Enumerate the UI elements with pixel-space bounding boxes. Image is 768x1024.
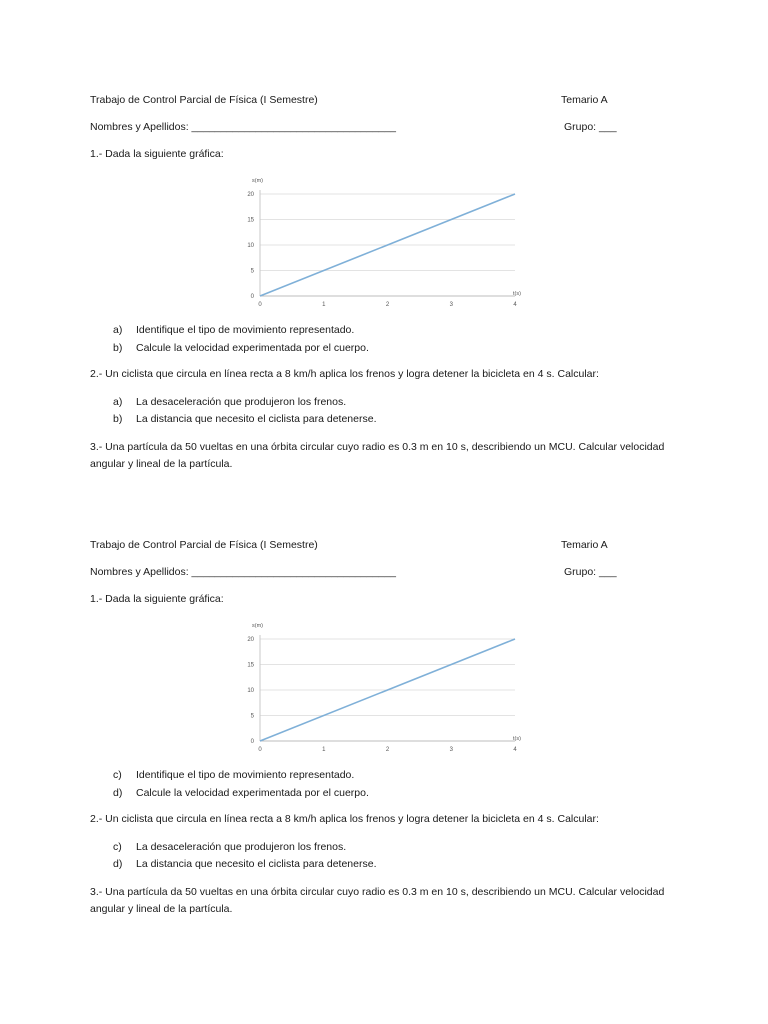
item-text: La distancia que necesito el ciclista para detenerse. bbox=[136, 858, 377, 870]
item-letter: a) bbox=[113, 396, 123, 408]
item-letter: c) bbox=[113, 769, 122, 781]
y-tick-label: 5 bbox=[250, 268, 254, 275]
y-tick-label: 15 bbox=[247, 217, 254, 224]
q1-item-a bbox=[113, 324, 354, 336]
group-field: Grupo: ___ bbox=[564, 121, 617, 133]
q2-item-a bbox=[113, 396, 346, 408]
group-field: Grupo: ___ bbox=[564, 566, 617, 578]
item-text: La desaceleración que produjeron los frenos. bbox=[136, 841, 347, 853]
q1-item-c bbox=[113, 769, 354, 781]
exam-copy-2 bbox=[0, 539, 768, 1009]
question-2-prompt: 2.- Un ciclista que circula en línea recta a 8 km/h aplica los frenos y logra detener la bicicleta en 4 s. Calcular: bbox=[90, 368, 599, 380]
exam-title: Trabajo de Control Parcial de Física (I Semestre) bbox=[90, 94, 318, 106]
question-1-prompt: 1.- Dada la siguiente gráfica: bbox=[90, 593, 224, 605]
names-field: Nombres y Apellidos: ___________________________________ bbox=[90, 121, 396, 133]
y-axis-label: s(m) bbox=[252, 623, 263, 629]
y-tick-label: 15 bbox=[247, 662, 254, 669]
y-tick-label: 0 bbox=[250, 294, 254, 300]
exam-version: Temario A bbox=[561, 94, 608, 106]
item-letter: b) bbox=[113, 342, 123, 354]
q1-item-d bbox=[113, 787, 369, 799]
item-text: Identifique el tipo de movimiento representado. bbox=[136, 324, 355, 336]
y-tick-label: 0 bbox=[250, 739, 254, 745]
position-time-chart bbox=[230, 166, 530, 306]
x-tick-label: 3 bbox=[449, 302, 453, 306]
x-tick-label: 2 bbox=[385, 302, 390, 306]
x-tick-label: 1 bbox=[322, 302, 326, 306]
question-3-text: 3.- Una partícula da 50 vueltas en una órbita circular cuyo radio es 0.3 m en 10 s, describiendo un MCU. Calcular velocidad angular y lineal de la partícula. bbox=[90, 441, 665, 470]
item-letter: c) bbox=[113, 841, 122, 853]
q2-item-b bbox=[113, 413, 376, 425]
exam-version: Temario A bbox=[561, 539, 608, 551]
y-tick-label: 10 bbox=[247, 688, 254, 694]
y-tick-label: 20 bbox=[247, 192, 254, 198]
item-text: La distancia que necesito el ciclista para detenerse. bbox=[136, 413, 377, 425]
y-tick-label: 10 bbox=[247, 243, 254, 249]
x-tick-label: 4 bbox=[513, 302, 517, 306]
q2-item-c bbox=[113, 841, 346, 853]
item-letter: a) bbox=[113, 324, 123, 336]
exam-copy-1 bbox=[0, 94, 768, 564]
item-letter: d) bbox=[113, 787, 123, 799]
names-field: Nombres y Apellidos: ___________________________________ bbox=[90, 566, 396, 578]
x-axis-label: t(s) bbox=[513, 736, 521, 742]
item-letter: b) bbox=[113, 413, 123, 425]
x-tick-label: 2 bbox=[385, 747, 390, 751]
question-1-prompt: 1.- Dada la siguiente gráfica: bbox=[90, 148, 224, 160]
question-2-prompt: 2.- Un ciclista que circula en línea recta a 8 km/h aplica los frenos y logra detener la bicicleta en 4 s. Calcular: bbox=[90, 813, 599, 825]
question-3-text: 3.- Una partícula da 50 vueltas en una órbita circular cuyo radio es 0.3 m en 10 s, describiendo un MCU. Calcular velocidad angular y lineal de la partícula. bbox=[90, 886, 665, 915]
x-tick-label: 0 bbox=[258, 747, 262, 751]
exam-title: Trabajo de Control Parcial de Física (I Semestre) bbox=[90, 539, 318, 551]
y-axis-label: s(m) bbox=[252, 178, 263, 184]
item-text: La desaceleración que produjeron los frenos. bbox=[136, 396, 347, 408]
x-tick-label: 0 bbox=[258, 302, 262, 306]
x-tick-label: 3 bbox=[449, 747, 453, 751]
x-tick-label: 4 bbox=[513, 747, 517, 751]
q1-item-b bbox=[113, 342, 369, 354]
q2-item-d bbox=[113, 858, 376, 870]
x-tick-label: 1 bbox=[322, 747, 326, 751]
x-axis-label: t(s) bbox=[513, 291, 521, 297]
position-time-chart bbox=[230, 611, 530, 751]
item-text: Calcule la velocidad experimentada por el cuerpo. bbox=[136, 342, 369, 354]
y-tick-label: 5 bbox=[250, 713, 254, 720]
item-letter: d) bbox=[113, 858, 123, 870]
y-tick-label: 20 bbox=[247, 637, 254, 643]
item-text: Calcule la velocidad experimentada por el cuerpo. bbox=[136, 787, 369, 799]
item-text: Identifique el tipo de movimiento representado. bbox=[136, 769, 355, 781]
